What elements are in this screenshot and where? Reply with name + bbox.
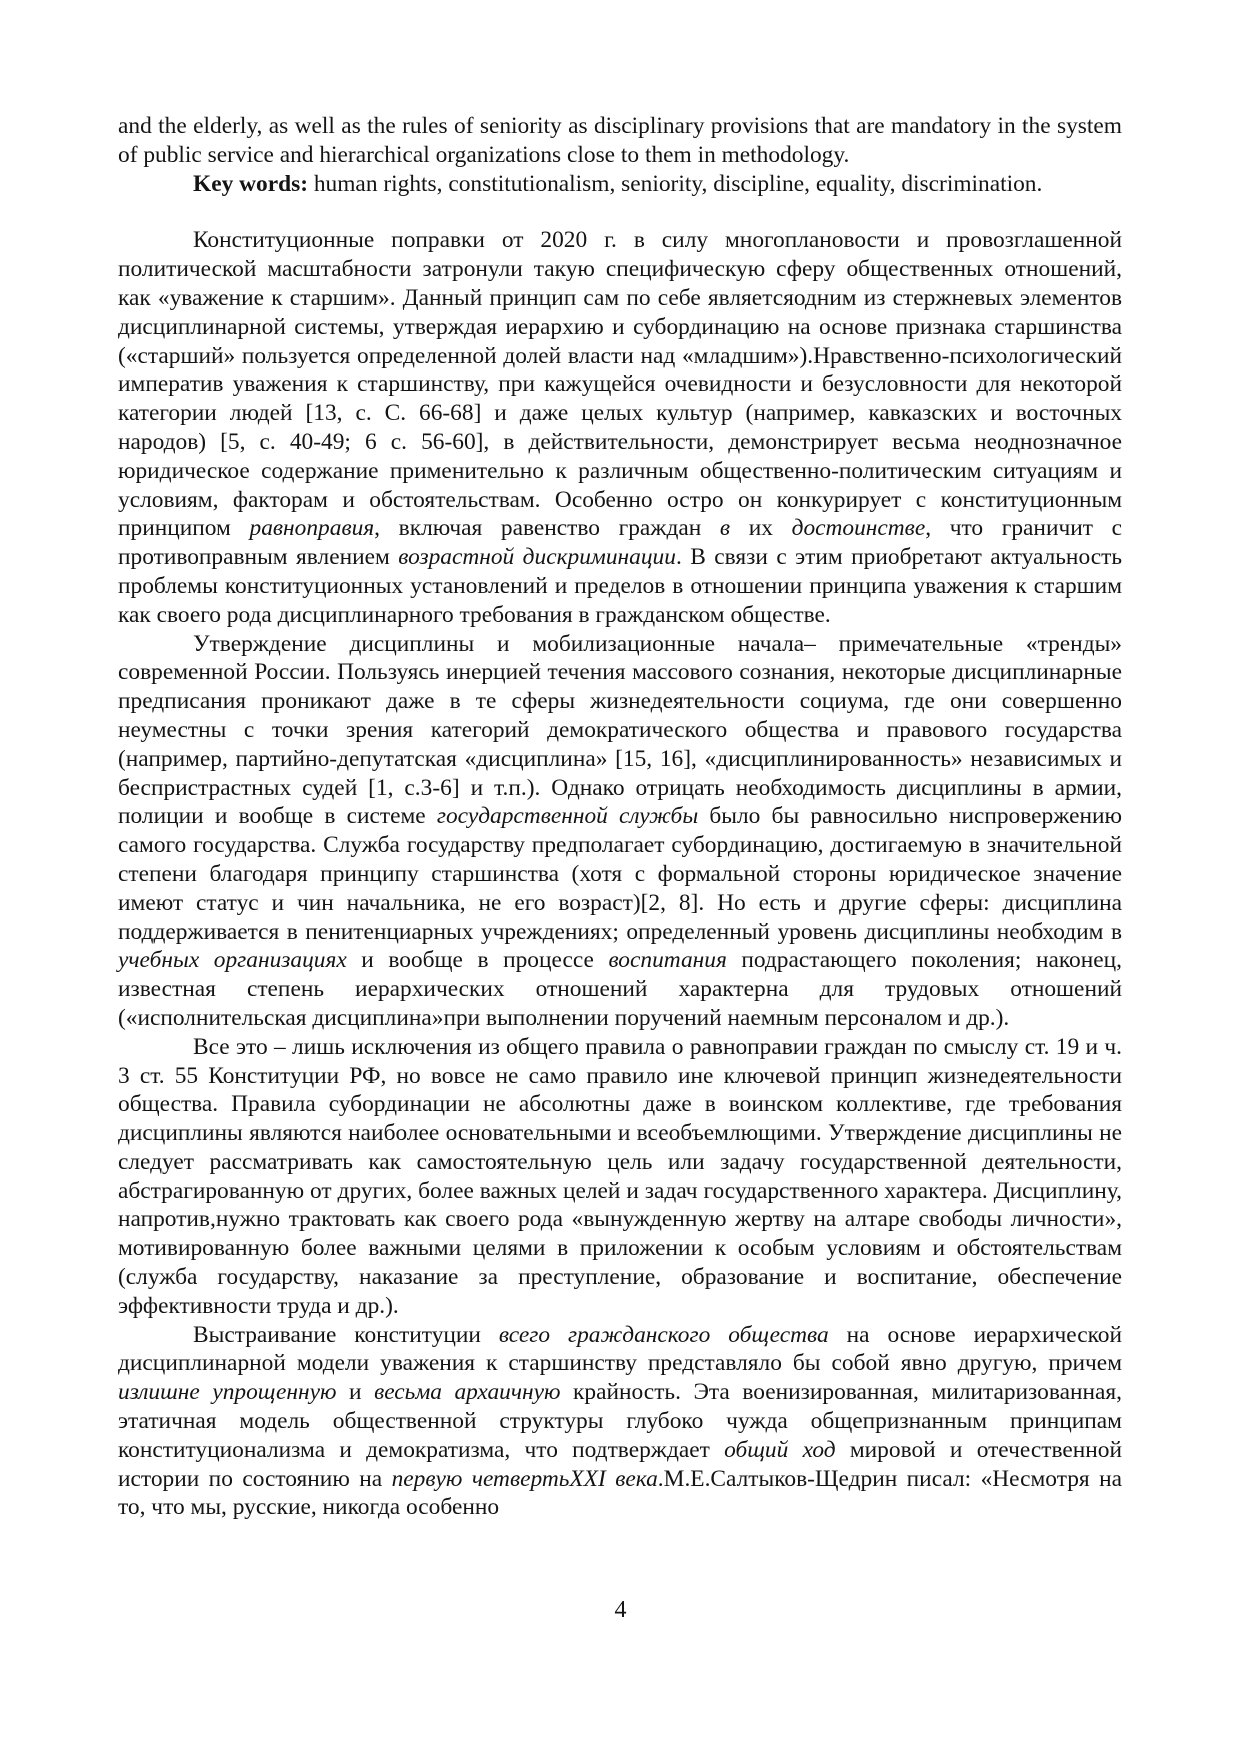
text-run: . В связи с этим приобретают актуальность проблемы конституционных установлений и пределов в отношении принципа уважения к старшим как своего рода дисциплинарного требования в гражданском обществе. xyxy=(118,544,1122,628)
text-run: .М.Е.Салтыков-Щедрин писал: «Несмотря на то, что мы, русские, никогда особенно xyxy=(118,1465,1122,1521)
text-run: их xyxy=(730,515,792,542)
italic-run: учебных организациях xyxy=(118,947,347,974)
section-gap xyxy=(118,198,1122,226)
page-number: 4 xyxy=(614,1597,627,1623)
italic-run: равноправия xyxy=(249,515,375,542)
abstract-continuation: and the elderly, as well as the rules of seniority as disciplinary provisions that are mandatory in the system of public service and hierarchical organizations close to them in methodology. xyxy=(118,113,1122,168)
text-run: , что граничит с противоправным явлением xyxy=(118,515,1122,571)
italic-run: всего гражданского общества xyxy=(498,1321,829,1348)
keywords-label: Key words: xyxy=(193,170,308,197)
text-run: и вообще в процессе xyxy=(346,947,609,974)
paragraph-1 xyxy=(118,226,1122,629)
italic-run: весьма архаичную xyxy=(374,1379,561,1406)
text-run: Выстраивание конституции xyxy=(193,1321,499,1348)
italic-run: первую четвертьXXI века xyxy=(391,1465,658,1492)
text-run: Конституционные поправки от 2020 г. в силу многоплановости и провозглашенной политической масштабности затронули такую специфическую сферу общественных отношений, как «уважение к старшим». Данный принцип сам по себе являетсяодним из стержневых элементов дисциплинарной системы, утверждая иерархию и субординацию на основе признака старшинства («старший» пользуется определенной долей власти над «младшим»).Нравственно-психологический императив уважения к старшинству, при кажущейся очевидности и безусловности для некоторой категории людей [13, с. С. 66-68] и даже целых культур (например, кавказских и восточных народов) [5, с. 40-49; 6 с. 56-60], в действительности, демонстрирует весьма неоднозначное юридическое содержание применительно к различным общественно-политическим ситуациям и условиям, факторам и обстоятельствам. Особенно остро он конкурирует с конституционным принципом xyxy=(118,227,1122,542)
keywords-line xyxy=(118,170,1122,199)
italic-run: достоинстве xyxy=(791,515,926,542)
paragraph-4 xyxy=(118,1321,1122,1523)
text-run: , включая равенство граждан xyxy=(374,515,720,542)
text-run: подрастающего поколения; наконец, известная степень иерархических отношений характерна для трудовых отношений («исполнительская дисциплина»при выполнении поручений наемным персоналом и др.). xyxy=(118,947,1122,1031)
italic-run: общий ход xyxy=(724,1436,836,1463)
italic-run: воспитания xyxy=(608,947,727,974)
text-run: и xyxy=(336,1379,375,1406)
keywords-text: human rights, constitutionalism, seniority, discipline, equality, discrimination. xyxy=(308,170,1043,197)
text-run: крайность. Эта военизированная, милитаризованная, этатичная модель общественной структуры глубоко чужда общепризнанным принципам конституционализма и демократизма, что подтверждает xyxy=(118,1379,1122,1463)
text-run: мировой и отечественной истории по состоянию на xyxy=(118,1436,1122,1492)
document-page xyxy=(118,112,1122,1522)
italic-run: возрастной дискриминации xyxy=(398,544,676,571)
text-run: Утверждение дисциплины и мобилизационные начала– примечательные «тренды» современной России. Пользуясь инерцией течения массового сознания, некоторые дисциплинарные предписания проникают даже в те сферы жизнедеятельности социума, где они совершенно неуместны с точки зрения категорий демократического общества и правового государства (например, партийно-депутатская «дисциплина» [15, 16], «дисциплинированность» независимых и беспристрастных судей [1, с.3-6] и т.п.). Однако отрицать необходимость дисциплины в армии, полиции и вообще в системе xyxy=(118,630,1122,830)
text-run: было бы равносильно ниспровержению самого государства. Служба государству предполагает субординацию, достигаемую в значительной степени благодаря принципу старшинства (хотя с формальной стороны юридическое значение имеют статус и чин начальника, не его возраст)[2, 8]. Но есть и другие сферы: дисциплина поддерживается в пенитенциарных учреждениях; определенный уровень дисциплины необходим в xyxy=(118,803,1122,945)
paragraph-3: Все это – лишь исключения из общего правила о равноправии граждан по смыслу ст. 19 и ч. 3 ст. 55 Конституции РФ, но вовсе не само правило ине ключевой принцип жизнедеятельности общества. Правила субординации не абсолютны даже в воинском коллективе, где требования дисциплины являются наиболее основательными и всеобъемлющими. Утверждение дисциплины не следует рассматривать как самостоятельную цель или задачу государственной деятельности, абстрагированную от других, более важных целей и задач государственного характера. Дисциплину, напротив,нужно трактовать как своего рода «вынужденную жертву на алтаре свободы личности», мотивированную более важными целями в приложении к особым условиям и обстоятельствам (служба государству, наказание за преступление, образование и воспитание, обеспечение эффективности труда и др.). xyxy=(118,1033,1122,1319)
italic-run: в xyxy=(719,515,731,542)
text-run: на основе иерархической дисциплинарной модели уважения к старшинству представляло бы собой явно другую, причем xyxy=(118,1321,1122,1377)
italic-run: излишне упрощенную xyxy=(118,1379,337,1406)
paragraph-2 xyxy=(118,630,1122,1033)
italic-run: государственной службы xyxy=(436,803,699,830)
